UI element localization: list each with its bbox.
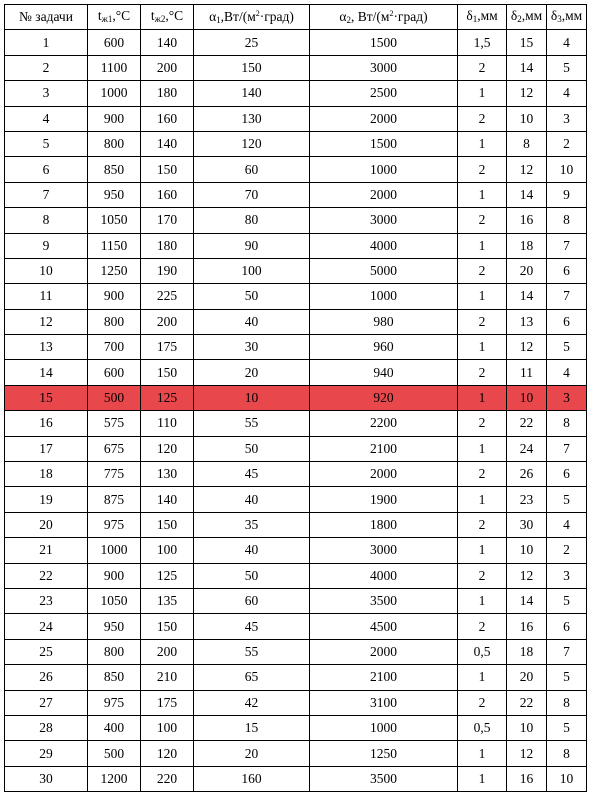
table-row: [5, 487, 587, 512]
cell-delta1: 1: [458, 741, 507, 766]
cell-delta3: 3: [547, 385, 587, 410]
table-row: [5, 614, 587, 639]
cell-alpha1: 42: [194, 690, 310, 715]
cell-delta3: 7: [547, 284, 587, 309]
table-row: [5, 715, 587, 740]
cell-alpha2: 960: [310, 335, 458, 360]
cell-delta2: 30: [507, 512, 547, 537]
cell-delta1: 1: [458, 538, 507, 563]
cell-alpha1: 20: [194, 360, 310, 385]
cell-t-zh2: 200: [141, 309, 194, 334]
cell-problem-number: 9: [5, 233, 88, 258]
cell-t-zh1: 850: [88, 157, 141, 182]
cell-t-zh1: 850: [88, 665, 141, 690]
cell-alpha2: 1900: [310, 487, 458, 512]
cell-t-zh2: 135: [141, 588, 194, 613]
cell-delta2: 18: [507, 233, 547, 258]
cell-alpha1: 30: [194, 335, 310, 360]
cell-delta1: 1,5: [458, 30, 507, 55]
cell-alpha1: 65: [194, 665, 310, 690]
cell-problem-number: 21: [5, 538, 88, 563]
table-row-highlighted: [5, 385, 587, 410]
cell-delta3: 8: [547, 411, 587, 436]
cell-delta1: 1: [458, 233, 507, 258]
cell-delta2: 20: [507, 665, 547, 690]
cell-alpha2: 3000: [310, 55, 458, 80]
table-row: [5, 512, 587, 537]
table-row: [5, 233, 587, 258]
table-row: [5, 436, 587, 461]
table-row: [5, 766, 587, 791]
cell-alpha1: 10: [194, 385, 310, 410]
cell-alpha1: 55: [194, 639, 310, 664]
cell-problem-number: 4: [5, 106, 88, 131]
cell-delta3: 7: [547, 639, 587, 664]
cell-alpha2: 3500: [310, 766, 458, 791]
header-t-zh2: $t_{ж2},^\circ C$: [141, 5, 194, 30]
cell-t-zh1: 600: [88, 360, 141, 385]
table-row: [5, 55, 587, 80]
header-alpha2: $\alpha_2$, $Вт/(м^2\cdot град)$: [310, 5, 458, 30]
cell-delta3: 9: [547, 182, 587, 207]
cell-t-zh1: 1150: [88, 233, 141, 258]
cell-delta3: 7: [547, 233, 587, 258]
cell-t-zh1: 875: [88, 487, 141, 512]
cell-delta1: 2: [458, 208, 507, 233]
cell-t-zh1: 1100: [88, 55, 141, 80]
cell-alpha1: 50: [194, 563, 310, 588]
cell-problem-number: 6: [5, 157, 88, 182]
cell-alpha1: 60: [194, 157, 310, 182]
cell-delta1: 1: [458, 588, 507, 613]
cell-delta1: 2: [458, 462, 507, 487]
cell-alpha2: 1800: [310, 512, 458, 537]
cell-t-zh1: 400: [88, 715, 141, 740]
cell-t-zh1: 800: [88, 639, 141, 664]
cell-alpha2: 920: [310, 385, 458, 410]
cell-delta2: 10: [507, 106, 547, 131]
cell-alpha1: 120: [194, 131, 310, 156]
cell-t-zh2: 225: [141, 284, 194, 309]
cell-delta2: 26: [507, 462, 547, 487]
cell-delta2: 10: [507, 715, 547, 740]
cell-delta2: 13: [507, 309, 547, 334]
cell-delta1: 2: [458, 512, 507, 537]
header-problem-number: № задачи: [5, 5, 88, 30]
cell-problem-number: 3: [5, 81, 88, 106]
cell-alpha1: 60: [194, 588, 310, 613]
cell-delta3: 4: [547, 512, 587, 537]
cell-problem-number: 18: [5, 462, 88, 487]
table-row: [5, 81, 587, 106]
cell-delta2: 12: [507, 741, 547, 766]
cell-delta2: 12: [507, 81, 547, 106]
cell-delta3: 2: [547, 538, 587, 563]
cell-t-zh2: 180: [141, 233, 194, 258]
cell-alpha1: 15: [194, 715, 310, 740]
header-delta2: $\delta_2,мм$: [507, 5, 547, 30]
cell-alpha2: 3100: [310, 690, 458, 715]
cell-delta1: 2: [458, 360, 507, 385]
cell-t-zh2: 160: [141, 106, 194, 131]
cell-alpha2: 4000: [310, 233, 458, 258]
cell-alpha1: 80: [194, 208, 310, 233]
cell-t-zh2: 120: [141, 436, 194, 461]
cell-t-zh2: 100: [141, 538, 194, 563]
cell-delta2: 14: [507, 55, 547, 80]
cell-alpha2: 3000: [310, 538, 458, 563]
cell-delta3: 3: [547, 106, 587, 131]
cell-t-zh2: 150: [141, 157, 194, 182]
cell-t-zh1: 500: [88, 741, 141, 766]
cell-delta1: 1: [458, 182, 507, 207]
cell-t-zh2: 175: [141, 335, 194, 360]
cell-alpha1: 70: [194, 182, 310, 207]
cell-delta1: 2: [458, 309, 507, 334]
cell-delta1: 1: [458, 385, 507, 410]
cell-t-zh2: 150: [141, 512, 194, 537]
cell-delta3: 8: [547, 690, 587, 715]
cell-problem-number: 7: [5, 182, 88, 207]
cell-alpha2: 2100: [310, 665, 458, 690]
cell-delta2: 10: [507, 385, 547, 410]
cell-delta3: 4: [547, 30, 587, 55]
cell-alpha2: 1000: [310, 157, 458, 182]
table-row: [5, 284, 587, 309]
cell-delta1: 1: [458, 436, 507, 461]
cell-t-zh2: 210: [141, 665, 194, 690]
cell-alpha2: 1250: [310, 741, 458, 766]
cell-t-zh1: 575: [88, 411, 141, 436]
table-row: [5, 309, 587, 334]
cell-delta2: 16: [507, 208, 547, 233]
cell-problem-number: 28: [5, 715, 88, 740]
cell-t-zh2: 200: [141, 639, 194, 664]
table-row: [5, 462, 587, 487]
cell-alpha1: 40: [194, 487, 310, 512]
table-row: [5, 690, 587, 715]
cell-delta1: 2: [458, 157, 507, 182]
cell-problem-number: 17: [5, 436, 88, 461]
cell-delta1: 2: [458, 690, 507, 715]
cell-alpha2: 3500: [310, 588, 458, 613]
header-delta1: $\delta_1,мм$: [458, 5, 507, 30]
cell-t-zh2: 100: [141, 715, 194, 740]
cell-t-zh2: 160: [141, 182, 194, 207]
table-row: [5, 741, 587, 766]
table-row: [5, 639, 587, 664]
cell-delta2: 14: [507, 182, 547, 207]
cell-t-zh1: 900: [88, 563, 141, 588]
cell-alpha1: 20: [194, 741, 310, 766]
cell-problem-number: 8: [5, 208, 88, 233]
table-row: [5, 106, 587, 131]
cell-problem-number: 24: [5, 614, 88, 639]
cell-delta3: 6: [547, 614, 587, 639]
table-row: [5, 182, 587, 207]
cell-t-zh1: 775: [88, 462, 141, 487]
cell-t-zh1: 700: [88, 335, 141, 360]
table-row: [5, 411, 587, 436]
cell-delta3: 5: [547, 55, 587, 80]
cell-t-zh1: 900: [88, 106, 141, 131]
cell-problem-number: 10: [5, 258, 88, 283]
cell-t-zh1: 675: [88, 436, 141, 461]
cell-alpha2: 2200: [310, 411, 458, 436]
cell-t-zh2: 130: [141, 462, 194, 487]
table-row: [5, 360, 587, 385]
cell-delta3: 6: [547, 462, 587, 487]
cell-delta3: 10: [547, 766, 587, 791]
cell-delta2: 22: [507, 690, 547, 715]
cell-delta2: 14: [507, 284, 547, 309]
cell-delta1: 1: [458, 81, 507, 106]
cell-t-zh1: 1000: [88, 538, 141, 563]
cell-problem-number: 19: [5, 487, 88, 512]
cell-problem-number: 27: [5, 690, 88, 715]
cell-problem-number: 16: [5, 411, 88, 436]
cell-delta3: 4: [547, 81, 587, 106]
cell-delta3: 5: [547, 335, 587, 360]
cell-t-zh2: 125: [141, 563, 194, 588]
cell-delta2: 24: [507, 436, 547, 461]
cell-delta2: 23: [507, 487, 547, 512]
cell-t-zh2: 125: [141, 385, 194, 410]
cell-t-zh2: 150: [141, 360, 194, 385]
cell-alpha2: 5000: [310, 258, 458, 283]
cell-delta1: 1: [458, 131, 507, 156]
cell-delta2: 16: [507, 614, 547, 639]
cell-delta1: 1: [458, 766, 507, 791]
cell-alpha2: 2000: [310, 106, 458, 131]
cell-delta1: 2: [458, 614, 507, 639]
table-row: [5, 335, 587, 360]
header-delta3: $\delta_3,мм$: [547, 5, 587, 30]
cell-t-zh2: 140: [141, 30, 194, 55]
cell-problem-number: 5: [5, 131, 88, 156]
cell-t-zh2: 170: [141, 208, 194, 233]
cell-problem-number: 23: [5, 588, 88, 613]
cell-alpha1: 40: [194, 538, 310, 563]
cell-alpha1: 45: [194, 614, 310, 639]
table-row: [5, 588, 587, 613]
cell-problem-number: 30: [5, 766, 88, 791]
table-row: [5, 131, 587, 156]
cell-delta3: 5: [547, 715, 587, 740]
cell-alpha2: 4000: [310, 563, 458, 588]
cell-delta1: 0,5: [458, 715, 507, 740]
cell-t-zh1: 975: [88, 690, 141, 715]
cell-problem-number: 12: [5, 309, 88, 334]
cell-alpha2: 2000: [310, 639, 458, 664]
cell-delta1: 1: [458, 487, 507, 512]
cell-alpha2: 4500: [310, 614, 458, 639]
cell-problem-number: 22: [5, 563, 88, 588]
cell-alpha1: 140: [194, 81, 310, 106]
cell-delta1: 2: [458, 411, 507, 436]
cell-t-zh2: 200: [141, 55, 194, 80]
cell-delta2: 16: [507, 766, 547, 791]
cell-delta3: 10: [547, 157, 587, 182]
cell-delta2: 8: [507, 131, 547, 156]
cell-alpha1: 130: [194, 106, 310, 131]
cell-delta2: 14: [507, 588, 547, 613]
cell-t-zh1: 975: [88, 512, 141, 537]
cell-alpha1: 45: [194, 462, 310, 487]
cell-alpha1: 40: [194, 309, 310, 334]
cell-delta2: 22: [507, 411, 547, 436]
cell-delta2: 15: [507, 30, 547, 55]
cell-alpha1: 50: [194, 436, 310, 461]
cell-problem-number: 20: [5, 512, 88, 537]
cell-delta2: 12: [507, 563, 547, 588]
cell-t-zh1: 800: [88, 309, 141, 334]
cell-t-zh2: 150: [141, 614, 194, 639]
cell-t-zh2: 120: [141, 741, 194, 766]
cell-t-zh2: 175: [141, 690, 194, 715]
cell-t-zh1: 950: [88, 614, 141, 639]
cell-t-zh1: 1200: [88, 766, 141, 791]
cell-delta3: 8: [547, 741, 587, 766]
cell-alpha1: 35: [194, 512, 310, 537]
cell-problem-number: 26: [5, 665, 88, 690]
cell-problem-number: 29: [5, 741, 88, 766]
cell-t-zh2: 190: [141, 258, 194, 283]
cell-t-zh1: 900: [88, 284, 141, 309]
cell-delta2: 10: [507, 538, 547, 563]
cell-alpha1: 25: [194, 30, 310, 55]
cell-alpha2: 2000: [310, 182, 458, 207]
table-row: [5, 30, 587, 55]
cell-alpha1: 150: [194, 55, 310, 80]
cell-delta1: 1: [458, 284, 507, 309]
cell-t-zh1: 950: [88, 182, 141, 207]
cell-delta2: 18: [507, 639, 547, 664]
cell-problem-number: 25: [5, 639, 88, 664]
cell-delta3: 4: [547, 360, 587, 385]
cell-delta3: 6: [547, 258, 587, 283]
cell-problem-number: 11: [5, 284, 88, 309]
cell-problem-number: 1: [5, 30, 88, 55]
cell-alpha2: 1500: [310, 30, 458, 55]
cell-alpha2: 2100: [310, 436, 458, 461]
cell-t-zh2: 110: [141, 411, 194, 436]
cell-delta1: 2: [458, 563, 507, 588]
cell-alpha1: 50: [194, 284, 310, 309]
table-row: [5, 563, 587, 588]
table-row: [5, 208, 587, 233]
cell-delta3: 5: [547, 588, 587, 613]
cell-delta2: 12: [507, 335, 547, 360]
table-row: [5, 665, 587, 690]
cell-alpha2: 2000: [310, 462, 458, 487]
cell-delta1: 0,5: [458, 639, 507, 664]
cell-delta3: 5: [547, 487, 587, 512]
cell-t-zh1: 800: [88, 131, 141, 156]
header-t-zh1: $t_{ж1},^\circ C$: [88, 5, 141, 30]
cell-alpha1: 160: [194, 766, 310, 791]
table-row: [5, 157, 587, 182]
cell-t-zh1: 1050: [88, 588, 141, 613]
table-row: [5, 538, 587, 563]
cell-delta2: 20: [507, 258, 547, 283]
cell-t-zh1: 1250: [88, 258, 141, 283]
cell-delta3: 2: [547, 131, 587, 156]
cell-alpha2: 1500: [310, 131, 458, 156]
cell-alpha2: 1000: [310, 284, 458, 309]
cell-t-zh2: 180: [141, 81, 194, 106]
cell-alpha2: 2500: [310, 81, 458, 106]
cell-alpha1: 100: [194, 258, 310, 283]
cell-delta3: 5: [547, 665, 587, 690]
cell-alpha2: 940: [310, 360, 458, 385]
cell-problem-number: 13: [5, 335, 88, 360]
problem-data-table: [4, 4, 587, 792]
cell-problem-number: 2: [5, 55, 88, 80]
cell-alpha2: 980: [310, 309, 458, 334]
table-row: [5, 258, 587, 283]
cell-delta1: 1: [458, 335, 507, 360]
cell-delta1: 1: [458, 665, 507, 690]
cell-alpha1: 90: [194, 233, 310, 258]
cell-t-zh1: 1000: [88, 81, 141, 106]
header-row: [5, 5, 587, 30]
cell-delta3: 6: [547, 309, 587, 334]
cell-delta2: 12: [507, 157, 547, 182]
cell-delta3: 3: [547, 563, 587, 588]
cell-t-zh1: 1050: [88, 208, 141, 233]
cell-alpha1: 55: [194, 411, 310, 436]
cell-t-zh2: 220: [141, 766, 194, 791]
cell-t-zh2: 140: [141, 131, 194, 156]
cell-delta2: 11: [507, 360, 547, 385]
cell-delta1: 2: [458, 106, 507, 131]
cell-alpha2: 1000: [310, 715, 458, 740]
cell-t-zh2: 140: [141, 487, 194, 512]
cell-delta1: 2: [458, 55, 507, 80]
header-alpha1: $\alpha_1,Вт/(м^2\cdot град)$: [194, 5, 310, 30]
cell-delta3: 8: [547, 208, 587, 233]
cell-problem-number: 14: [5, 360, 88, 385]
cell-t-zh1: 500: [88, 385, 141, 410]
cell-alpha2: 3000: [310, 208, 458, 233]
cell-t-zh1: 600: [88, 30, 141, 55]
cell-delta3: 7: [547, 436, 587, 461]
cell-delta1: 2: [458, 258, 507, 283]
cell-problem-number: 15: [5, 385, 88, 410]
